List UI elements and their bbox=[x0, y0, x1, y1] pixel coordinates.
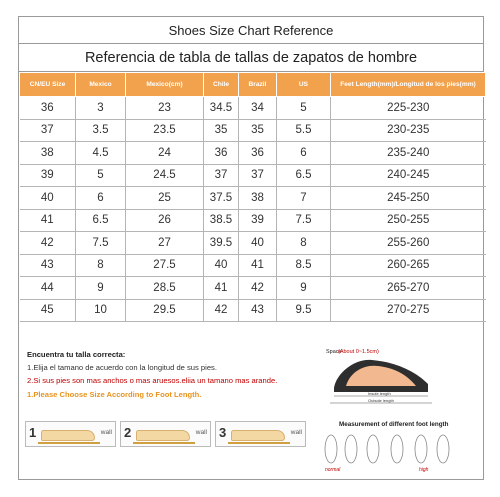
table-cell: 43 bbox=[20, 254, 76, 277]
step-number: 2 bbox=[124, 425, 132, 440]
table-cell: 24.5 bbox=[126, 164, 204, 187]
table-cell: 42 bbox=[204, 299, 239, 322]
space-label: Space bbox=[326, 349, 342, 355]
foot-print-icon bbox=[391, 435, 403, 463]
header-mexico: Mexico bbox=[76, 73, 126, 97]
table-cell: 35 bbox=[204, 119, 239, 142]
table-cell: 255-260 bbox=[331, 232, 486, 255]
instruction-step-1: 1.Elija el tamano de acuerdo con la longitud de sus pies. bbox=[27, 363, 217, 373]
table-cell: 39.5 bbox=[204, 232, 239, 255]
table-cell: 41 bbox=[239, 254, 277, 277]
table-row bbox=[20, 232, 486, 255]
insole-label: Insole length bbox=[368, 391, 391, 396]
table-cell: 9 bbox=[76, 277, 126, 300]
table-cell: 38 bbox=[239, 187, 277, 210]
shoe-fit-diagram bbox=[324, 346, 436, 406]
header-cn-eu-size: CN/EU Size bbox=[20, 73, 76, 97]
table-cell: 26 bbox=[126, 209, 204, 232]
table-cell: 37 bbox=[204, 164, 239, 187]
normal-label: normal bbox=[325, 467, 341, 473]
table-row bbox=[20, 164, 486, 187]
foot-types-illustration bbox=[319, 431, 459, 473]
table-cell: 41 bbox=[20, 209, 76, 232]
table-cell: 43 bbox=[239, 299, 277, 322]
table-row bbox=[20, 142, 486, 165]
table-cell: 235-240 bbox=[331, 142, 486, 165]
size-table bbox=[19, 72, 486, 322]
table-cell: 40 bbox=[204, 254, 239, 277]
table-cell: 7.5 bbox=[277, 209, 331, 232]
table-cell: 7 bbox=[277, 187, 331, 210]
table-cell: 245-250 bbox=[331, 187, 486, 210]
outsole-label: Outsole length bbox=[368, 398, 394, 403]
table-cell: 225-230 bbox=[331, 97, 486, 120]
foot-print-icon bbox=[367, 435, 379, 463]
measurement-steps bbox=[25, 421, 306, 447]
table-cell: 3.5 bbox=[76, 119, 126, 142]
wall-label: wall bbox=[195, 429, 207, 436]
table-cell: 38.5 bbox=[204, 209, 239, 232]
wall-label: wall bbox=[100, 429, 112, 436]
ruler-icon bbox=[133, 442, 195, 444]
wall-label: wall bbox=[290, 429, 302, 436]
table-cell: 6 bbox=[76, 187, 126, 210]
table-cell: 44 bbox=[20, 277, 76, 300]
table-cell: 25 bbox=[126, 187, 204, 210]
foot-print-icon bbox=[325, 435, 337, 463]
table-cell: 23 bbox=[126, 97, 204, 120]
table-cell: 42 bbox=[239, 277, 277, 300]
table-cell: 265-270 bbox=[331, 277, 486, 300]
table-cell: 6.5 bbox=[277, 164, 331, 187]
table-cell: 9 bbox=[277, 277, 331, 300]
foot-measure-icon bbox=[231, 430, 285, 441]
table-cell: 35 bbox=[239, 119, 277, 142]
table-row bbox=[20, 187, 486, 210]
header-feet-length: Feet Length(mm)/Longitud de los pies(mm) bbox=[331, 73, 486, 97]
table-cell: 42 bbox=[20, 232, 76, 255]
table-cell: 5.5 bbox=[277, 119, 331, 142]
fitting-instructions bbox=[27, 348, 277, 401]
table-cell: 5 bbox=[277, 97, 331, 120]
table-row bbox=[20, 209, 486, 232]
table-cell: 8.5 bbox=[277, 254, 331, 277]
table-cell: 39 bbox=[20, 164, 76, 187]
table-cell: 34 bbox=[239, 97, 277, 120]
table-cell: 37 bbox=[239, 164, 277, 187]
table-cell: 260-265 bbox=[331, 254, 486, 277]
table-body bbox=[20, 97, 486, 322]
table-row bbox=[20, 97, 486, 120]
table-cell: 40 bbox=[20, 187, 76, 210]
table-cell: 37.5 bbox=[204, 187, 239, 210]
table-cell: 8 bbox=[277, 232, 331, 255]
table-cell: 27 bbox=[126, 232, 204, 255]
table-row bbox=[20, 119, 486, 142]
table-cell: 28.5 bbox=[126, 277, 204, 300]
foot-print-icon bbox=[415, 435, 427, 463]
ruler-icon bbox=[38, 442, 100, 444]
table-cell: 39 bbox=[239, 209, 277, 232]
table-cell: 250-255 bbox=[331, 209, 486, 232]
table-cell: 270-275 bbox=[331, 299, 486, 322]
table-cell: 3 bbox=[76, 97, 126, 120]
table-cell: 36 bbox=[239, 142, 277, 165]
table-cell: 45 bbox=[20, 299, 76, 322]
high-label: high bbox=[419, 467, 429, 473]
table-row bbox=[20, 277, 486, 300]
table-cell: 9.5 bbox=[277, 299, 331, 322]
step-number: 3 bbox=[219, 425, 227, 440]
table-header-row bbox=[20, 73, 486, 97]
instruction-step-2: 2.Si sus pies son mas anchos o mas aruesos.eliia un tamano mas arande. bbox=[27, 376, 278, 386]
step-number: 1 bbox=[29, 425, 37, 440]
table-cell: 36 bbox=[20, 97, 76, 120]
header-brazil: Brazil bbox=[239, 73, 277, 97]
table-cell: 6.5 bbox=[76, 209, 126, 232]
chart-title: Shoes Size Chart Reference bbox=[19, 17, 483, 44]
header-mexico-cm: Mexico(cm) bbox=[126, 73, 204, 97]
table-cell: 40 bbox=[239, 232, 277, 255]
header-us: US bbox=[277, 73, 331, 97]
table-cell: 34.5 bbox=[204, 97, 239, 120]
measurement-caption: Measurement of different foot length bbox=[339, 421, 449, 428]
ruler-icon bbox=[228, 442, 290, 444]
table-cell: 6 bbox=[277, 142, 331, 165]
fitting-guide-section bbox=[19, 326, 483, 480]
header-chile: Chile bbox=[204, 73, 239, 97]
table-cell: 23.5 bbox=[126, 119, 204, 142]
table-cell: 29.5 bbox=[126, 299, 204, 322]
table-cell: 7.5 bbox=[76, 232, 126, 255]
table-cell: 24 bbox=[126, 142, 204, 165]
foot-print-icon bbox=[437, 435, 449, 463]
table-cell: 36 bbox=[204, 142, 239, 165]
instruction-english: 1.Please Choose Size According to Foot Length. bbox=[27, 389, 202, 399]
table-row bbox=[20, 299, 486, 322]
space-value: (About 0~1.5cm) bbox=[338, 349, 379, 355]
measurement-step-2 bbox=[120, 421, 211, 447]
measurement-step-1 bbox=[25, 421, 116, 447]
table-cell: 8 bbox=[76, 254, 126, 277]
table-cell: 27.5 bbox=[126, 254, 204, 277]
table-cell: 240-245 bbox=[331, 164, 486, 187]
table-cell: 37 bbox=[20, 119, 76, 142]
table-cell: 38 bbox=[20, 142, 76, 165]
foot-on-paper-icon bbox=[41, 430, 95, 441]
table-row bbox=[20, 254, 486, 277]
foot-print-icon bbox=[345, 435, 357, 463]
table-cell: 10 bbox=[76, 299, 126, 322]
table-cell: 5 bbox=[76, 164, 126, 187]
measurement-step-3 bbox=[215, 421, 306, 447]
table-cell: 41 bbox=[204, 277, 239, 300]
table-cell: 4.5 bbox=[76, 142, 126, 165]
foot-outline-icon bbox=[136, 430, 190, 441]
chart-subtitle: Referencia de tabla de tallas de zapatos de hombre bbox=[19, 44, 483, 72]
size-chart-sheet bbox=[18, 16, 484, 480]
instruction-heading: Encuentra tu talla correcta: bbox=[27, 350, 126, 359]
table-cell: 230-235 bbox=[331, 119, 486, 142]
